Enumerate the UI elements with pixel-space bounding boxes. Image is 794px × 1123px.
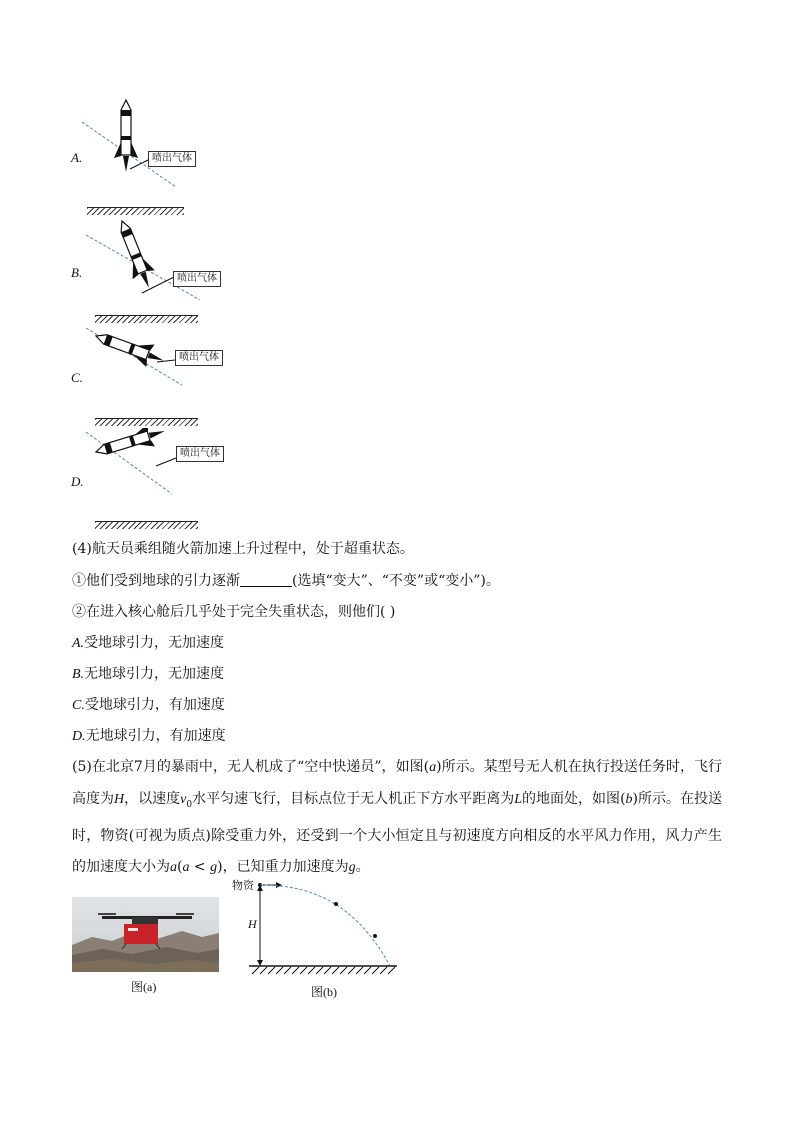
rocket-icon <box>82 428 222 498</box>
choice-text: 无地球引力，无加速度 <box>84 666 225 682</box>
fig-b-caption: 图(b) <box>311 985 337 999</box>
choice-letter: A. <box>72 636 85 651</box>
gas-label: 喷出气体 <box>176 446 224 462</box>
option-letter: B. <box>71 265 83 280</box>
rocket-icon <box>80 215 210 310</box>
choice-letter: B. <box>72 667 85 682</box>
q4-choice-d[interactable] <box>72 726 226 747</box>
gas-label: 喷出气体 <box>175 350 223 366</box>
drone-photo <box>72 897 219 972</box>
fig-b-object-label: 物资 <box>232 880 254 892</box>
choice-letter: D. <box>72 729 86 744</box>
gas-label: 喷出气体 <box>173 271 221 287</box>
q4-sub1-after: (选填“变大”、“不变”或“变小”)。 <box>292 573 500 589</box>
ground <box>87 207 184 215</box>
q4-stem: (4)航天员乘组随火箭加速上升过程中，处于超重状态。 <box>72 541 414 557</box>
gas-label: 喷出气体 <box>148 151 196 167</box>
q4-sub1 <box>72 571 500 591</box>
option-letter: D. <box>71 474 84 489</box>
ground <box>95 418 198 426</box>
ground <box>95 521 198 529</box>
option-letter: A. <box>71 150 83 165</box>
q4-choice-b[interactable] <box>72 664 224 685</box>
choice-text: 受地球引力，无加速度 <box>84 635 225 651</box>
choice-letter: C. <box>72 698 85 713</box>
q4-choice-c[interactable] <box>72 695 225 716</box>
answer-blank[interactable] <box>240 572 292 587</box>
q5-paragraph: (5)在北京7月的暴雨中，无人机成了“空中快递员”，如图(a)所示。某型号无人机在执行投送任务时，飞行高度为H，以速度$v_0$水平匀速飞行，目标点位于无人机正下方水平距离为L的地面处，如图(b)所示。在投送时，物资(可视为质点)除受重力外，还受到一个大小恒定且与初速度方向相反的水平风力作用，风力产生的加速度大小为a(a < g)，已知重力加速度为g。 <box>72 759 723 876</box>
fig-a-caption: 图(a) <box>131 980 157 994</box>
choice-text: 受地球引力，有加速度 <box>84 697 225 713</box>
choice-text: 无地球引力，有加速度 <box>85 728 226 744</box>
option-letter: C. <box>71 370 83 385</box>
trajectory-diagram <box>232 876 402 976</box>
q4-sub2: ②在进入核心舱后几乎处于完全失重状态，则他们( ) <box>72 604 396 620</box>
rocket-icon <box>80 95 190 195</box>
fig-b-height-label: H <box>248 917 257 931</box>
q4-sub1-before: ①他们受到地球的引力逐渐 <box>72 573 240 589</box>
q4-choice-a[interactable] <box>72 633 224 654</box>
